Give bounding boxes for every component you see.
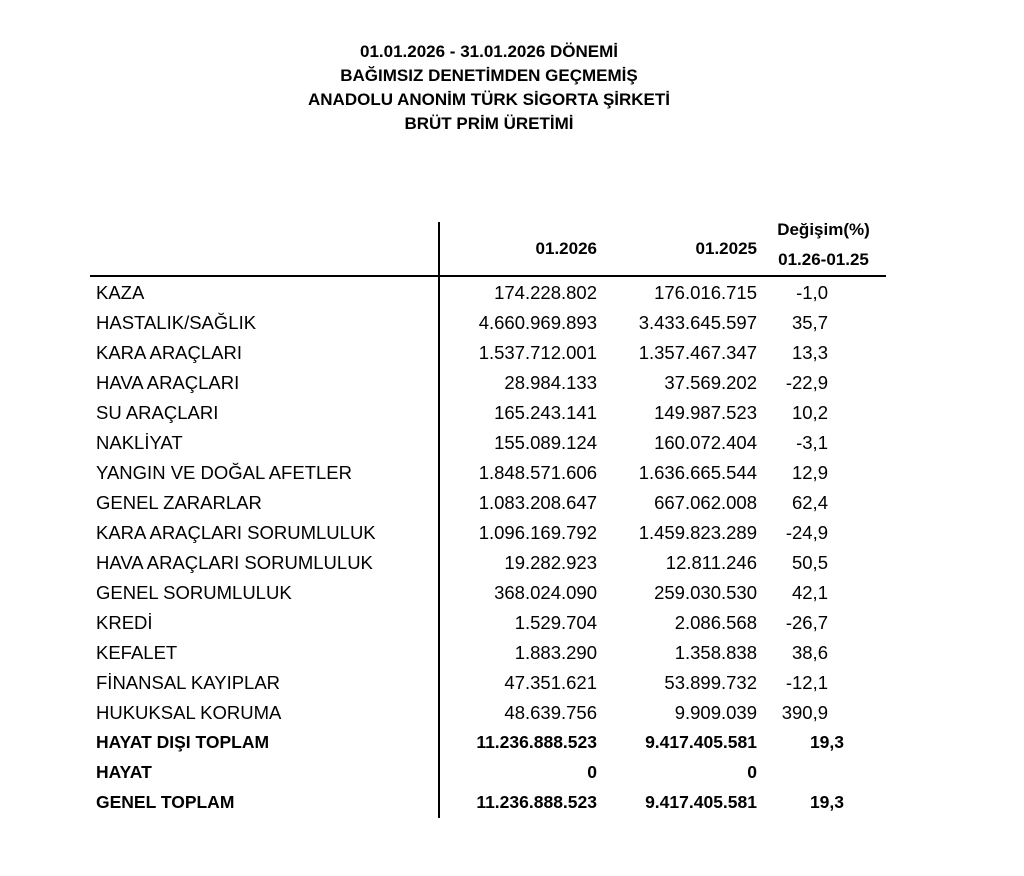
row-label: SU ARAÇLARI bbox=[96, 402, 219, 423]
row-change-percent: 390,9 bbox=[781, 702, 828, 723]
report-title bbox=[0, 40, 978, 136]
report-title-company: ANADOLU ANONİM TÜRK SİGORTA ŞİRKETİ bbox=[307, 90, 671, 109]
row-label: KARA ARAÇLARI SORUMLULUK bbox=[96, 522, 376, 543]
row-value-current: 174.228.802 bbox=[494, 282, 597, 303]
row-value-previous: 9.417.405.581 bbox=[645, 732, 757, 752]
row-value-current: 48.639.756 bbox=[504, 702, 597, 723]
row-value-previous: 53.899.732 bbox=[664, 672, 757, 693]
table-row bbox=[0, 699, 1024, 729]
row-value-previous: 259.030.530 bbox=[654, 582, 757, 603]
row-label: GENEL TOPLAM bbox=[96, 792, 235, 812]
row-value-previous: 1.357.467.347 bbox=[638, 342, 757, 363]
table-row bbox=[0, 579, 1024, 609]
row-label: GENEL ZARARLAR bbox=[96, 492, 262, 513]
row-change-percent: -24,9 bbox=[785, 522, 828, 543]
table-row bbox=[0, 459, 1024, 489]
table-row bbox=[0, 339, 1024, 369]
row-value-previous: 0 bbox=[747, 762, 757, 782]
premium-table-body bbox=[0, 279, 1024, 819]
row-value-current: 1.083.208.647 bbox=[478, 492, 597, 513]
row-value-previous: 149.987.523 bbox=[654, 402, 757, 423]
row-value-previous: 1.636.665.544 bbox=[638, 462, 757, 483]
row-change-percent: 50,5 bbox=[791, 552, 828, 573]
row-change-percent: -22,9 bbox=[785, 372, 828, 393]
report-title-subject: BRÜT PRİM ÜRETİMİ bbox=[404, 114, 574, 133]
row-label: KAZA bbox=[96, 282, 145, 303]
table-row bbox=[0, 429, 1024, 459]
row-label: KEFALET bbox=[96, 642, 178, 663]
report-title-period: 01.01.2026 - 31.01.2026 DÖNEMİ bbox=[360, 42, 618, 61]
table-row bbox=[0, 549, 1024, 579]
row-value-previous: 667.062.008 bbox=[654, 492, 757, 513]
row-value-previous: 2.086.568 bbox=[674, 612, 757, 633]
header-underline bbox=[90, 275, 886, 277]
row-value-current: 19.282.923 bbox=[504, 552, 597, 573]
row-label: NAKLİYAT bbox=[96, 432, 183, 453]
row-change-percent: -26,7 bbox=[785, 612, 828, 633]
row-change-percent: -12,1 bbox=[785, 672, 828, 693]
table-row bbox=[0, 369, 1024, 399]
table-row bbox=[0, 789, 1024, 819]
row-value-current: 1.848.571.606 bbox=[478, 462, 597, 483]
row-label: HAYAT bbox=[96, 762, 152, 782]
column-header-change: Değişim(%) bbox=[777, 220, 870, 239]
row-value-current: 11.236.888.523 bbox=[476, 792, 597, 812]
table-row bbox=[0, 399, 1024, 429]
row-value-current: 1.537.712.001 bbox=[478, 342, 597, 363]
row-value-current: 11.236.888.523 bbox=[476, 732, 597, 752]
table-row bbox=[0, 609, 1024, 639]
table-row bbox=[0, 669, 1024, 699]
row-label: HAVA ARAÇLARI bbox=[96, 372, 240, 393]
table-row bbox=[0, 279, 1024, 309]
row-change-percent: 13,3 bbox=[791, 342, 828, 363]
row-change-percent: 12,9 bbox=[791, 462, 828, 483]
table-row bbox=[0, 519, 1024, 549]
row-value-previous: 9.909.039 bbox=[674, 702, 757, 723]
row-change-percent: 42,1 bbox=[791, 582, 828, 603]
row-value-previous: 1.358.838 bbox=[674, 642, 757, 663]
row-value-previous: 9.417.405.581 bbox=[645, 792, 757, 812]
report-title-audit-status: BAĞIMSIZ DENETİMDEN GEÇMEMİŞ bbox=[340, 66, 638, 85]
row-label: HAVA ARAÇLARI SORUMLULUK bbox=[96, 552, 373, 573]
row-value-current: 368.024.090 bbox=[494, 582, 597, 603]
row-value-previous: 12.811.246 bbox=[665, 552, 757, 573]
row-change-percent: 19,3 bbox=[809, 732, 844, 752]
row-value-current: 1.529.704 bbox=[514, 612, 597, 633]
row-change-percent: 35,7 bbox=[791, 312, 828, 333]
row-value-previous: 37.569.202 bbox=[664, 372, 757, 393]
row-label: YANGIN VE DOĞAL AFETLER bbox=[96, 462, 352, 483]
row-value-current: 0 bbox=[587, 762, 597, 782]
row-value-current: 155.089.124 bbox=[494, 432, 597, 453]
table-row bbox=[0, 639, 1024, 669]
row-label: GENEL SORUMLULUK bbox=[96, 582, 292, 603]
row-label: HASTALIK/SAĞLIK bbox=[96, 312, 257, 333]
row-value-current: 165.243.141 bbox=[494, 402, 597, 423]
row-value-current: 1.883.290 bbox=[514, 642, 597, 663]
row-change-percent: -3,1 bbox=[796, 432, 828, 453]
row-change-percent: 62,4 bbox=[791, 492, 828, 513]
table-row bbox=[0, 489, 1024, 519]
row-value-current: 28.984.133 bbox=[504, 372, 597, 393]
table-row bbox=[0, 309, 1024, 339]
column-header-change-period: 01.26-01.25 bbox=[778, 250, 869, 269]
row-label: KARA ARAÇLARI bbox=[96, 342, 243, 363]
row-label: KREDİ bbox=[96, 612, 153, 633]
row-value-previous: 1.459.823.289 bbox=[638, 522, 757, 543]
row-value-previous: 176.016.715 bbox=[654, 282, 757, 303]
row-label: HUKUKSAL KORUMA bbox=[96, 702, 282, 723]
row-value-previous: 3.433.645.597 bbox=[638, 312, 757, 333]
row-label: FİNANSAL KAYIPLAR bbox=[96, 672, 281, 693]
row-value-current: 47.351.621 bbox=[504, 672, 597, 693]
row-label: HAYAT DIŞI TOPLAM bbox=[96, 732, 270, 752]
row-value-current: 4.660.969.893 bbox=[478, 312, 597, 333]
column-header-current: 01.2026 bbox=[535, 239, 597, 258]
table-row bbox=[0, 759, 1024, 789]
table-row bbox=[0, 729, 1024, 759]
row-value-current: 1.096.169.792 bbox=[478, 522, 597, 543]
row-change-percent: 19,3 bbox=[809, 792, 844, 812]
row-value-previous: 160.072.404 bbox=[654, 432, 757, 453]
column-header-previous: 01.2025 bbox=[695, 239, 757, 258]
row-change-percent: -1,0 bbox=[796, 282, 828, 303]
row-change-percent: 10,2 bbox=[791, 402, 828, 423]
row-change-percent: 38,6 bbox=[791, 642, 828, 663]
